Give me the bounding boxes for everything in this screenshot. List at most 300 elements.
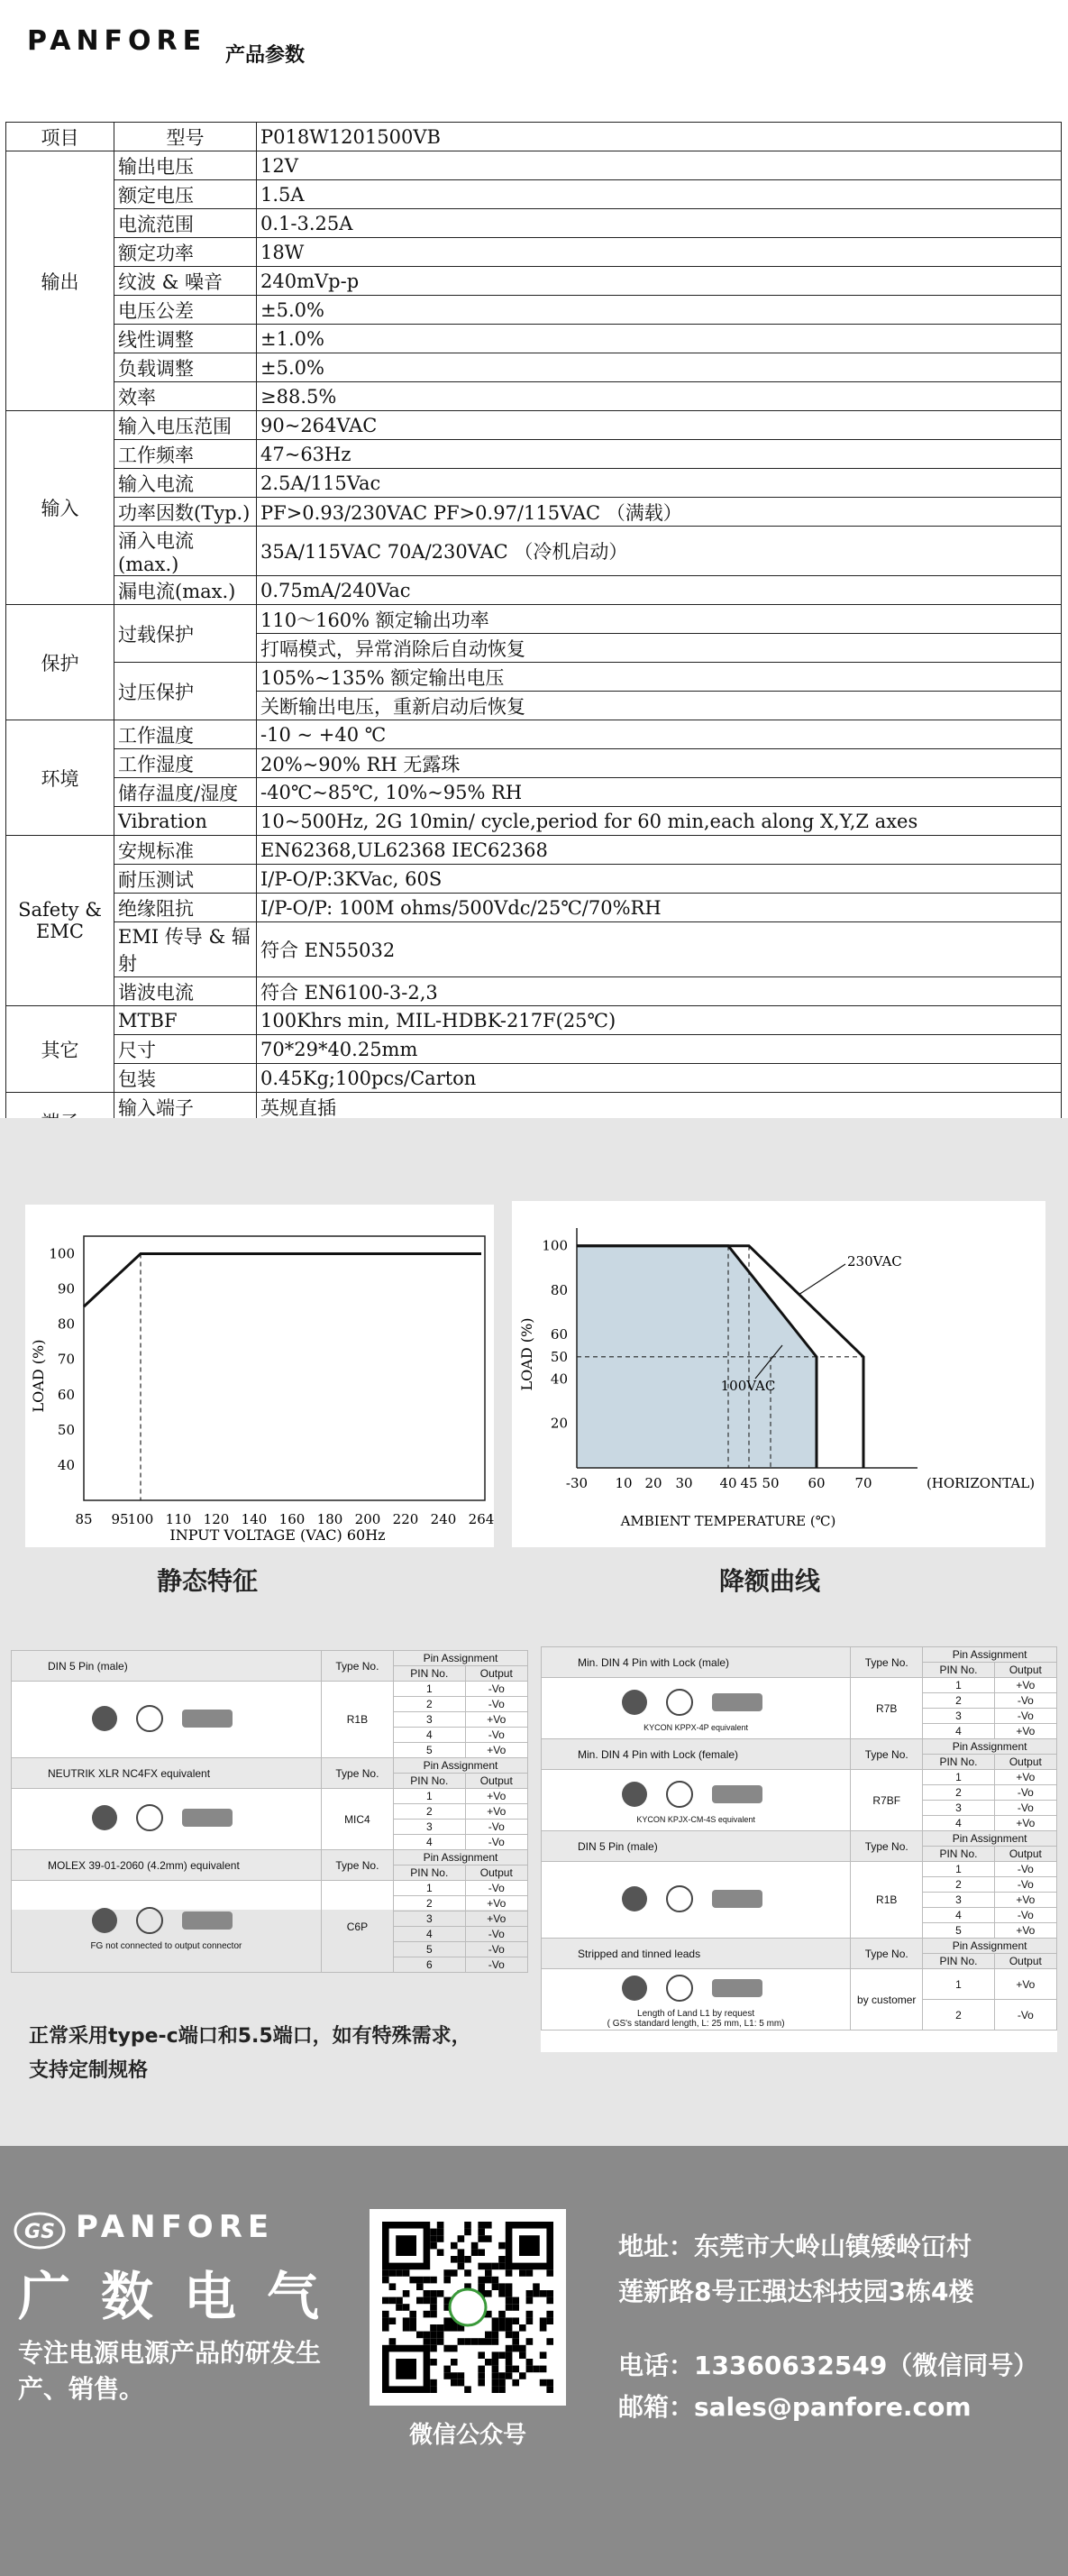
qr-module bbox=[409, 2311, 416, 2318]
qr-module bbox=[540, 2317, 547, 2324]
qr-module bbox=[478, 2229, 485, 2236]
pin-number: 1 bbox=[394, 1881, 466, 1896]
qr-module bbox=[437, 2332, 444, 2339]
spec-item: 输入电压范围 bbox=[114, 411, 257, 440]
connector-plug-icon bbox=[85, 1800, 247, 1836]
spec-row bbox=[6, 778, 1062, 807]
qr-module bbox=[430, 2345, 437, 2352]
qr-module bbox=[533, 2290, 540, 2297]
wechat-qr-code[interactable] bbox=[370, 2209, 566, 2406]
qr-module bbox=[519, 2269, 526, 2277]
qr-module bbox=[382, 2277, 389, 2284]
spec-row bbox=[6, 180, 1062, 209]
qr-module bbox=[506, 2304, 513, 2311]
pin-number: 2 bbox=[394, 1804, 466, 1820]
spec-value: 110～160% 额定输出功率 bbox=[257, 605, 1062, 634]
spec-item: 过载保护 bbox=[114, 605, 257, 663]
qr-module bbox=[458, 2235, 465, 2242]
qr-module bbox=[389, 2317, 397, 2324]
static-curve-caption: 静态特征 bbox=[157, 1566, 259, 1596]
spec-value: ±1.0% bbox=[257, 325, 1062, 353]
qr-module bbox=[382, 2317, 389, 2324]
connector-table bbox=[541, 1646, 1057, 2031]
qr-module bbox=[492, 2324, 499, 2332]
spec-row bbox=[6, 325, 1062, 353]
spec-value: 90~264VAC bbox=[257, 411, 1062, 440]
qr-module bbox=[492, 2359, 499, 2366]
spec-item: 谐波电流 bbox=[114, 977, 257, 1006]
qr-module bbox=[546, 2338, 553, 2345]
connector-table-left bbox=[11, 1650, 528, 1971]
qr-module bbox=[430, 2332, 437, 2339]
qr-module bbox=[492, 2283, 499, 2290]
qr-module bbox=[389, 2269, 397, 2277]
qr-module bbox=[464, 2229, 471, 2236]
header bbox=[0, 0, 1068, 108]
spec-group-label: Safety & EMC bbox=[6, 836, 114, 1006]
qr-module bbox=[492, 2379, 499, 2387]
derating-curve-panel bbox=[512, 1201, 1045, 1547]
spec-value: ≥88.5% bbox=[257, 382, 1062, 411]
spec-table bbox=[5, 122, 1062, 1150]
qr-module bbox=[443, 2345, 451, 2352]
pin-number: 1 bbox=[923, 1969, 994, 2000]
y-tick-label: 50 bbox=[57, 1421, 75, 1438]
connector-part: KYCON KPPX-4P equivalent bbox=[644, 1723, 749, 1732]
connector-plug-icon bbox=[85, 1701, 247, 1737]
qr-module bbox=[443, 2317, 451, 2324]
connector-plug-icon bbox=[615, 1776, 777, 1812]
qr-module bbox=[443, 2269, 451, 2277]
type-no: R7BF bbox=[851, 1770, 923, 1831]
connector-note: FG not connected to output connector bbox=[90, 1940, 242, 1951]
connector-title: Min. DIN 4 Pin with Lock (female) bbox=[542, 1739, 851, 1770]
gs-logo-icon bbox=[13, 2211, 67, 2251]
qr-module bbox=[416, 2297, 424, 2305]
x-tick-label: 160 bbox=[278, 1511, 306, 1527]
pin-output: +Vo bbox=[994, 1816, 1056, 1831]
spec-value: 符合 EN55032 bbox=[257, 922, 1062, 977]
qr-module bbox=[430, 2277, 437, 2284]
pin-no-header: PIN No. bbox=[923, 1755, 994, 1770]
output-header: Output bbox=[465, 1774, 527, 1789]
spec-header-cell: 项目 bbox=[6, 123, 114, 151]
pin-output: +Vo bbox=[465, 1789, 527, 1804]
spec-item: 安规标准 bbox=[114, 836, 257, 865]
qr-module bbox=[506, 2351, 513, 2359]
connector-head-row bbox=[542, 1831, 1057, 1847]
type-no: MIC4 bbox=[321, 1789, 393, 1850]
connector-image bbox=[542, 1969, 851, 2031]
spec-value: 0.45Kg;100pcs/Carton bbox=[257, 1064, 1062, 1093]
qr-module bbox=[403, 2290, 410, 2297]
footer-brand: PANFORE bbox=[76, 2209, 275, 2245]
qr-module bbox=[546, 2311, 553, 2318]
spec-value: -10 ~ +40 ℃ bbox=[257, 720, 1062, 749]
lead-note: Length of Land L1 by request bbox=[637, 2009, 755, 2019]
qr-module bbox=[492, 2372, 499, 2379]
charts-and-connectors-section bbox=[0, 1118, 1068, 2146]
type-no-header: Type No. bbox=[851, 1939, 923, 1969]
qr-module bbox=[512, 2379, 519, 2387]
pin-number: 3 bbox=[394, 1911, 466, 1927]
address-line-2: 莲新路8号正强达科技园3栋4楼 bbox=[618, 2277, 974, 2306]
pin-output: -Vo bbox=[994, 1877, 1056, 1893]
qr-module bbox=[492, 2332, 499, 2339]
qr-module bbox=[471, 2242, 479, 2250]
qr-module bbox=[437, 2290, 444, 2297]
output-header: Output bbox=[465, 1866, 527, 1881]
qr-module bbox=[389, 2338, 397, 2345]
connector-plug-icon bbox=[615, 1881, 777, 1917]
type-no: R1B bbox=[851, 1862, 923, 1939]
y-tick-label: 70 bbox=[57, 1351, 75, 1368]
spec-item: 负载调整 bbox=[114, 353, 257, 382]
spec-row bbox=[6, 807, 1062, 836]
pin-assignment-header: Pin Assignment bbox=[923, 1939, 1057, 1954]
spec-item: 纹波 & 噪音 bbox=[114, 267, 257, 296]
pin-output: -Vo bbox=[994, 1862, 1056, 1877]
qr-module bbox=[498, 2317, 506, 2324]
connector-image bbox=[542, 1678, 851, 1739]
pin-output: +Vo bbox=[994, 1969, 1056, 2000]
qr-module bbox=[519, 2372, 526, 2379]
pin-assignment-header: Pin Assignment bbox=[923, 1739, 1057, 1755]
pin-output: -Vo bbox=[465, 1728, 527, 1743]
connector-title: DIN 5 Pin (male) bbox=[12, 1651, 322, 1682]
qr-module bbox=[485, 2269, 492, 2277]
qr-module bbox=[430, 2242, 437, 2250]
spec-row bbox=[6, 749, 1062, 778]
pin-output: -Vo bbox=[994, 1908, 1056, 1923]
qr-finder bbox=[396, 2359, 416, 2379]
connector-head-row bbox=[12, 1651, 528, 1666]
qr-module bbox=[409, 2317, 416, 2324]
qr-module bbox=[498, 2242, 506, 2250]
y-tick-label: 90 bbox=[57, 1280, 75, 1297]
y-tick-label: 40 bbox=[57, 1456, 75, 1473]
spec-row bbox=[6, 1006, 1062, 1035]
qr-module bbox=[478, 2277, 485, 2284]
qr-module bbox=[478, 2366, 485, 2373]
address-line-1: 地址：东莞市大岭山镇矮岭冚村 bbox=[618, 2232, 972, 2261]
spec-row bbox=[6, 605, 1062, 634]
qr-module bbox=[396, 2304, 403, 2311]
qr-caption: 微信公众号 bbox=[408, 2422, 526, 2449]
connector-plug-icon bbox=[615, 1970, 777, 2006]
spec-item: 线性调整 bbox=[114, 325, 257, 353]
spec-item: 涌入电流(max.) bbox=[114, 527, 257, 576]
qr-module bbox=[519, 2324, 526, 2332]
spec-item: 输入电流 bbox=[114, 469, 257, 498]
spec-group-label: 保护 bbox=[6, 605, 114, 720]
pin-output: -Vo bbox=[994, 1709, 1056, 1724]
qr-module bbox=[430, 2229, 437, 2236]
spec-row bbox=[6, 663, 1062, 692]
spec-value: 100Khrs min, MIL-HDBK-217F(25℃) bbox=[257, 1006, 1062, 1035]
qr-module bbox=[464, 2269, 471, 2277]
qr-module bbox=[498, 2256, 506, 2263]
x-axis-label: AMBIENT TEMPERATURE (℃) bbox=[620, 1513, 836, 1529]
static-curve-panel bbox=[25, 1205, 494, 1547]
qr-module bbox=[464, 2386, 471, 2393]
qr-module bbox=[512, 2332, 519, 2339]
static-curve-chart bbox=[25, 1205, 494, 1547]
qr-module bbox=[478, 2351, 485, 2359]
qr-module bbox=[424, 2338, 431, 2345]
pin-number: 1 bbox=[923, 1678, 994, 1693]
qr-module bbox=[424, 2277, 431, 2284]
spec-item: 输出电压 bbox=[114, 151, 257, 180]
qr-module bbox=[451, 2345, 458, 2352]
pin-number: 6 bbox=[394, 1957, 466, 1973]
spec-item: 功率因数(Typ.) bbox=[114, 498, 257, 527]
x-tick-label: 200 bbox=[354, 1511, 381, 1527]
qr-module bbox=[478, 2222, 485, 2229]
qr-module bbox=[492, 2351, 499, 2359]
qr-module bbox=[416, 2332, 424, 2339]
connector-title: Min. DIN 4 Pin with Lock (male) bbox=[542, 1647, 851, 1678]
y-tick-label: 60 bbox=[550, 1326, 568, 1343]
pin-number: 5 bbox=[394, 1743, 466, 1758]
qr-module bbox=[540, 2324, 547, 2332]
qr-finder bbox=[519, 2235, 540, 2256]
qr-module bbox=[458, 2379, 465, 2387]
spec-group-label: 输入 bbox=[6, 411, 114, 605]
qr-module bbox=[492, 2263, 499, 2270]
pin-number: 3 bbox=[394, 1712, 466, 1728]
pin-number: 1 bbox=[394, 1682, 466, 1697]
qr-module bbox=[485, 2222, 492, 2229]
spec-value: EN62368,UL62368 IEC62368 bbox=[257, 836, 1062, 865]
pin-output: +Vo bbox=[465, 1712, 527, 1728]
qr-module bbox=[430, 2379, 437, 2387]
pin-number: 3 bbox=[923, 1893, 994, 1908]
pin-no-header: PIN No. bbox=[394, 1666, 466, 1682]
pin-output: -Vo bbox=[465, 1835, 527, 1850]
spec-value: 2.5A/115Vac bbox=[257, 469, 1062, 498]
connector-head-row bbox=[542, 1647, 1057, 1663]
spec-item: 额定电压 bbox=[114, 180, 257, 209]
qr-module bbox=[506, 2324, 513, 2332]
qr-module bbox=[416, 2277, 424, 2284]
qr-module bbox=[451, 2359, 458, 2366]
pin-number: 4 bbox=[394, 1835, 466, 1850]
connector-plug-icon bbox=[85, 1902, 247, 1939]
pin-number: 3 bbox=[394, 1820, 466, 1835]
pin-number: 2 bbox=[394, 1697, 466, 1712]
qr-module bbox=[546, 2386, 553, 2393]
qr-module bbox=[464, 2222, 471, 2229]
y-tick-label: 80 bbox=[550, 1281, 568, 1298]
qr-module bbox=[519, 2345, 526, 2352]
pin-assignment-header: Pin Assignment bbox=[923, 1831, 1057, 1847]
spec-header-row bbox=[6, 123, 1062, 151]
qr-module bbox=[485, 2332, 492, 2339]
qr-module bbox=[403, 2304, 410, 2311]
qr-module bbox=[451, 2269, 458, 2277]
qr-module bbox=[540, 2379, 547, 2387]
x-tick-label: 240 bbox=[430, 1511, 457, 1527]
qr-module bbox=[437, 2249, 444, 2256]
spec-item: 绝缘阻抗 bbox=[114, 894, 257, 922]
pin-no-header: PIN No. bbox=[394, 1774, 466, 1789]
note-line-1: 正常采用type-c端口和5.5端口，如有特殊需求， bbox=[29, 2025, 471, 2048]
spec-value: 20%~90% RH 无露珠 bbox=[257, 749, 1062, 778]
spec-item: 电压公差 bbox=[114, 296, 257, 325]
type-no-header: Type No. bbox=[851, 1739, 923, 1770]
spec-row bbox=[6, 922, 1062, 977]
qr-module bbox=[506, 2283, 513, 2290]
pin-number: 1 bbox=[923, 1862, 994, 1877]
output-header: Output bbox=[994, 1847, 1056, 1862]
qr-module bbox=[430, 2304, 437, 2311]
qr-module bbox=[437, 2229, 444, 2236]
spec-value: 18W bbox=[257, 238, 1062, 267]
qr-module bbox=[458, 2372, 465, 2379]
qr-module bbox=[546, 2297, 553, 2305]
email[interactable]: 邮箱：sales@panfore.com bbox=[618, 2392, 972, 2422]
pin-number: 5 bbox=[394, 1942, 466, 1957]
qr-module bbox=[485, 2263, 492, 2270]
spec-value: 符合 EN6100-3-2,3 bbox=[257, 977, 1062, 1006]
pin-number: 4 bbox=[923, 1724, 994, 1739]
pin-no-header: PIN No. bbox=[923, 1663, 994, 1678]
qr-module bbox=[498, 2386, 506, 2393]
pin-number: 4 bbox=[923, 1816, 994, 1831]
spec-item: EMI 传导 & 辐射 bbox=[114, 922, 257, 977]
qr-module bbox=[443, 2372, 451, 2379]
pin-output: -Vo bbox=[465, 1881, 527, 1896]
x-tick-label: 110 bbox=[165, 1511, 192, 1527]
qr-module bbox=[437, 2222, 444, 2229]
connector-title: MOLEX 39-01-2060 (4.2mm) equivalent bbox=[12, 1850, 322, 1881]
qr-module bbox=[389, 2297, 397, 2305]
qr-module bbox=[451, 2242, 458, 2250]
qr-module bbox=[451, 2324, 458, 2332]
output-header: Output bbox=[994, 1663, 1056, 1678]
qr-module bbox=[533, 2283, 540, 2290]
spec-row bbox=[6, 1064, 1062, 1093]
spec-item: 工作频率 bbox=[114, 440, 257, 469]
qr-module bbox=[430, 2338, 437, 2345]
connector-image bbox=[12, 1682, 322, 1758]
connector-plug-icon bbox=[615, 1684, 777, 1720]
spec-value: 0.75mA/240Vac bbox=[257, 576, 1062, 605]
qr-module bbox=[437, 2324, 444, 2332]
qr-module bbox=[498, 2372, 506, 2379]
spec-value: I/P-O/P:3KVac, 60S bbox=[257, 865, 1062, 894]
qr-module bbox=[526, 2359, 534, 2366]
spec-row bbox=[6, 469, 1062, 498]
x-tick-label: 30 bbox=[675, 1475, 693, 1491]
connector-image bbox=[542, 1770, 851, 1831]
qr-module bbox=[485, 2359, 492, 2366]
qr-module bbox=[430, 2235, 437, 2242]
pin-assignment-header: Pin Assignment bbox=[394, 1651, 528, 1666]
pin-output: -Vo bbox=[465, 1927, 527, 1942]
page-title: 产品参数 bbox=[225, 44, 306, 67]
y-axis-label: LOAD (%) bbox=[518, 1317, 535, 1391]
x-tick-label: 100 bbox=[127, 1511, 154, 1527]
pin-number: 2 bbox=[923, 1877, 994, 1893]
qr-module bbox=[382, 2297, 389, 2305]
spec-item: Vibration bbox=[114, 807, 257, 836]
qr-module bbox=[526, 2311, 534, 2318]
load-curve bbox=[84, 1254, 481, 1307]
qr-module bbox=[492, 2317, 499, 2324]
qr-module bbox=[471, 2338, 479, 2345]
qr-module bbox=[498, 2311, 506, 2318]
company-slogan: 专注电源电源产品的研发生产、销售。 bbox=[18, 2338, 322, 2404]
qr-module bbox=[409, 2324, 416, 2332]
spec-value: 10~500Hz, 2G 10min/ cycle,period for 60 min,each along X,Y,Z axes bbox=[257, 807, 1062, 836]
pin-output: +Vo bbox=[465, 1804, 527, 1820]
spec-value: ±5.0% bbox=[257, 296, 1062, 325]
qr-module bbox=[430, 2359, 437, 2366]
spec-row bbox=[6, 296, 1062, 325]
qr-code-icon bbox=[382, 2222, 553, 2393]
pin-number: 4 bbox=[394, 1728, 466, 1743]
type-no-header: Type No. bbox=[851, 1647, 923, 1678]
pin-output: -Vo bbox=[994, 2000, 1056, 2031]
spec-value: -40℃~85℃, 10%~95% RH bbox=[257, 778, 1062, 807]
pin-number: 4 bbox=[923, 1908, 994, 1923]
pin-no-header: PIN No. bbox=[923, 1954, 994, 1969]
pin-number: 2 bbox=[923, 1785, 994, 1801]
qr-module bbox=[437, 2338, 444, 2345]
x-tick-label: 40 bbox=[719, 1475, 737, 1491]
connector-head-row bbox=[542, 1739, 1057, 1755]
qr-module bbox=[478, 2235, 485, 2242]
pin-output: -Vo bbox=[465, 1957, 527, 1973]
derating-curve-chart bbox=[512, 1201, 1045, 1547]
spec-value: 35A/115VAC 70A/230VAC （冷机启动） bbox=[257, 527, 1062, 576]
output-header: Output bbox=[994, 1954, 1056, 1969]
spec-item: 输入端子 bbox=[114, 1093, 257, 1122]
qr-module bbox=[512, 2366, 519, 2373]
spec-value: 70*29*40.25mm bbox=[257, 1035, 1062, 1064]
spec-item: MTBF bbox=[114, 1006, 257, 1035]
qr-module bbox=[498, 2290, 506, 2297]
qr-module bbox=[506, 2297, 513, 2305]
plot-frame bbox=[84, 1236, 485, 1500]
qr-module bbox=[498, 2283, 506, 2290]
qr-module bbox=[546, 2290, 553, 2297]
pin-no-header: PIN No. bbox=[923, 1847, 994, 1862]
pin-number: 1 bbox=[923, 1770, 994, 1785]
pin-number: 1 bbox=[394, 1789, 466, 1804]
type-no-header: Type No. bbox=[321, 1758, 393, 1789]
qr-module bbox=[506, 2317, 513, 2324]
pin-number: 3 bbox=[923, 1801, 994, 1816]
qr-module bbox=[512, 2317, 519, 2324]
pin-output: -Vo bbox=[994, 1801, 1056, 1816]
qr-module bbox=[424, 2332, 431, 2339]
spec-value: 英规直插 bbox=[257, 1093, 1062, 1122]
qr-module bbox=[424, 2290, 431, 2297]
spec-item: 工作温度 bbox=[114, 720, 257, 749]
pin-row bbox=[12, 1682, 528, 1697]
qr-module bbox=[478, 2372, 485, 2379]
spec-item: 额定功率 bbox=[114, 238, 257, 267]
qr-module bbox=[382, 2311, 389, 2318]
qr-module bbox=[512, 2345, 519, 2352]
connector-head-row bbox=[12, 1758, 528, 1774]
pin-number: 5 bbox=[923, 1923, 994, 1939]
qr-module bbox=[506, 2290, 513, 2297]
connector-table bbox=[11, 1650, 528, 1973]
